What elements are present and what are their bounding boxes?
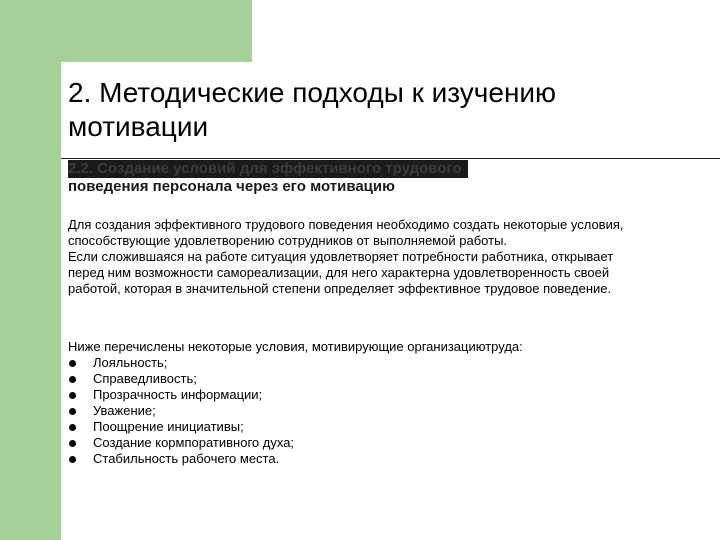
bullet-icon [69,360,76,367]
list-item [68,435,688,451]
list-item [68,419,688,435]
list-item [68,451,688,467]
bullet-icon [69,408,76,415]
accent-bar-left [0,0,61,540]
subtitle-line-1: 2.2. Создание условий для эффективного трудового [68,160,468,178]
conditions-list [68,355,688,467]
list-item [68,387,688,403]
bullet-icon [69,392,76,399]
bullet-icon [69,440,76,447]
list-item [68,371,688,387]
list-item [68,355,688,371]
list-item-label: Уважение; [93,403,156,418]
list-item-label: Прозрачность информации; [93,387,263,402]
conditions-list-block [68,339,688,467]
bullet-icon [69,424,76,431]
slide-title: 2. Методические подходы к изучению мотивации [68,77,557,142]
bullet-icon [69,456,76,463]
list-intro: Ниже перечислены некоторые условия, мотивирующие организациютруда: [68,339,523,354]
list-item [68,403,688,419]
paragraph: Для создания эффективного трудового поведения необходимо создать некоторые условия, способствующие удовлетворению сотрудников от выполняемой работы. [68,217,624,248]
list-item-label: Справедливость; [93,371,197,386]
title-divider [61,158,720,159]
paragraph: Если сложившаяся на работе ситуация удовлетворяет потребности работника, открывает перед ним возможности самореализации, для него характерна удовлетворенность своей работой, которая в значительной степени определяет эффективное трудовое поведение. [68,249,614,296]
list-item-label: Создание кормпоративного духа; [93,435,295,450]
subtitle-line-2: поведения персонала через его мотивацию [68,178,395,195]
list-item-label: Стабильность рабочего места. [93,451,280,466]
list-item-label: Лояльность; [93,355,168,370]
slide-subtitle [68,160,608,196]
body-text [68,217,628,297]
list-item-label: Поощрение инициативы; [93,419,244,434]
bullet-icon [69,376,76,383]
